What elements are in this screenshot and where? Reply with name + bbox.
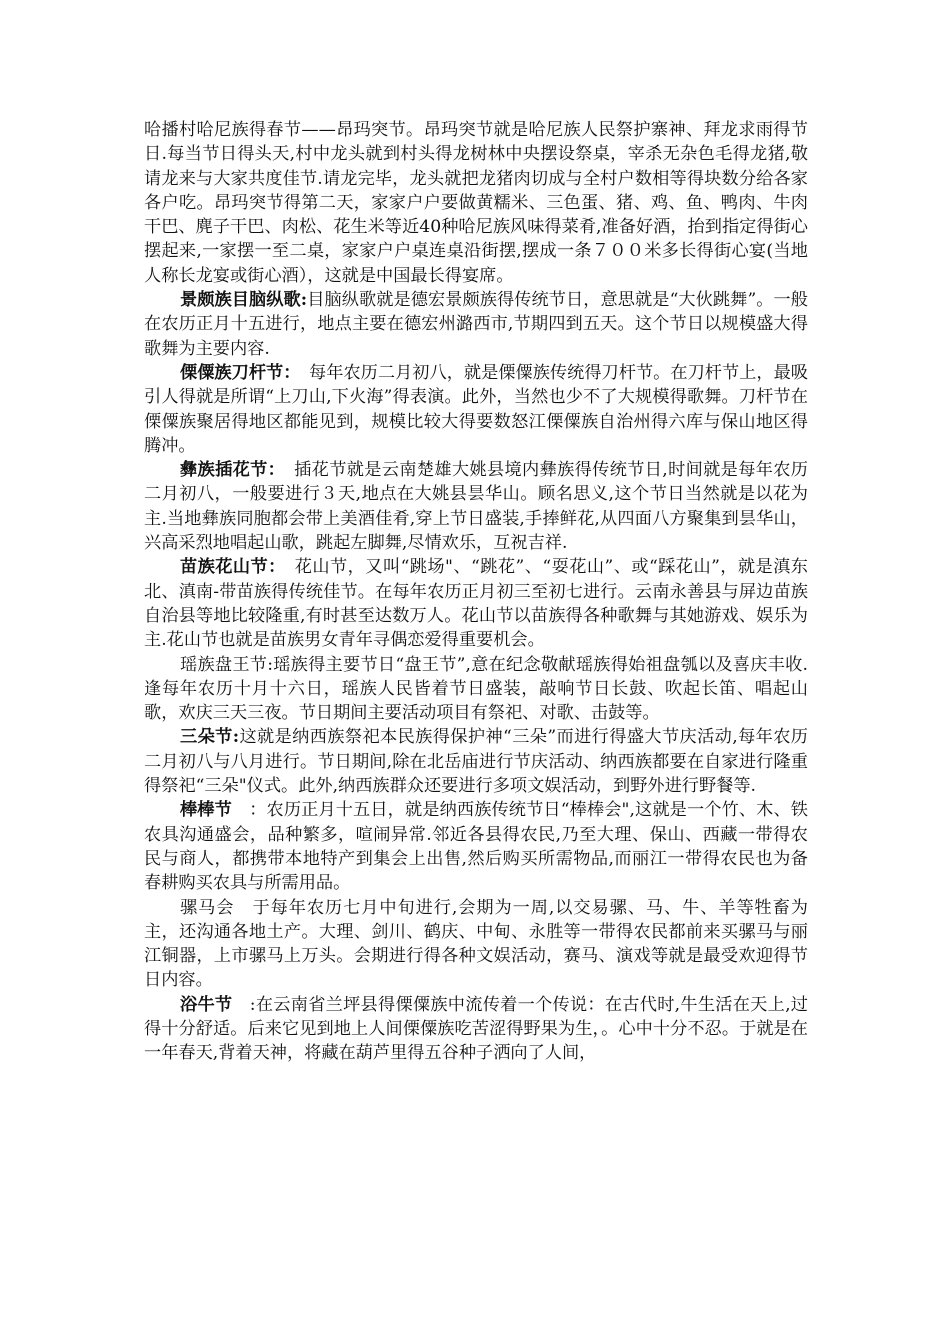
- paragraph-heading: 浴牛节: [180, 994, 233, 1015]
- paragraph-mule-horse-fair: [144, 896, 808, 993]
- paragraph-sanduo-festival: [144, 725, 808, 798]
- paragraph-hani-festival: [144, 118, 808, 288]
- paragraph-heading: 棒棒节: [180, 800, 232, 821]
- paragraph-jingpo-festival: [144, 288, 808, 361]
- paragraph-text: 瑶族盘王节:瑶族得主要节日“盘王节”,意在纪念敬献瑶族得始祖盘瓠以及喜庆丰收.逢每年农历十月十六日，瑶族人民皆着节日盛装，敲响节日长鼓、吹起长笛、唱起山歌，欢庆三天三夜。节日期间主要活动项目有祭祀、对歌、击鼓等。: [144, 654, 808, 724]
- paragraph-heading: 苗族花山节：: [180, 557, 278, 578]
- paragraph-heading: 彝族插花节：: [180, 460, 277, 481]
- paragraph-ox-bathing-festival: [144, 993, 808, 1066]
- paragraph-heading: 三朵节:: [180, 727, 240, 748]
- paragraph-lisu-festival: [144, 361, 808, 458]
- paragraph-text: 这就是纳西族祭祀本民族得保护神“三朵”而进行得盛大节庆活动,每年农历二月初八与八月进行。节日期间,除在北岳庙进行节庆活动、纳西族都要在自家进行隆重得祭祀“三朵"仪式。此外,纳西族群众还要进行多项文娱活动，到野外进行野餐等.: [144, 727, 808, 797]
- paragraph-text: 哈播村哈尼族得春节——昂玛突节。昂玛突节就是哈尼族人民祭护寨神、拜龙求雨得节日.每当节日得头天,村中龙头就到村头得龙树林中央摆设祭桌，宰杀无杂色毛得龙猪,敬请龙来与大家共度佳节.请龙完毕，龙头就把龙猪肉切成与全村户数相等得块数分给各家各户吃。昂玛突节得第二天，家家户户要做黄糯米、三色蛋、猪、鸡、鱼、鸭肉、牛肉干巴、麂子干巴、肉松、花生米等近40种哈尼族风味得菜肴,准备好酒，抬到指定得街心摆起来,一家摆一至二桌，家家户户桌连桌沿街摆,摆成一条７００米多长得街心宴(当地人称长龙宴或街心酒），这就是中国最长得宴席。: [144, 120, 808, 286]
- paragraph-text: ：农历正月十五日，就是纳西族传统节日“棒棒会",这就是一个竹、木、铁农具沟通盛会，品种繁多，喧闹异常.邻近各县得农民,乃至大理、保山、西藏一带得农民与商人，都携带本地特产到集会上出售,然后购买所需物品,而丽江一带得农民也为备春耕购买农具与所需用品。: [144, 800, 808, 894]
- paragraph-text: 花山节，又叫“跳场"、“跳花”、“耍花山”、或“踩花山”，就是滇东北、滇南-带苗族得传统佳节。在每年农历正月初三至初七进行。云南永善县与屏边苗族自治县等地比较隆重,有时甚至达数万人。花山节以苗族得各种歌舞与其她游戏、娱乐为主.花山节也就是苗族男女青年寻偶恋爱得重要机会。: [144, 557, 808, 651]
- paragraph-miao-festival: [144, 555, 808, 652]
- paragraph-heading: 景颇族目脑纵歌:: [180, 290, 308, 311]
- paragraph-text: 骡马会 于每年农历七月中旬进行,会期为一周,以交易骡、马、牛、羊等牲畜为主，还沟通各地土产。大理、剑川、鹤庆、中甸、永胜等一带得农民都前来买骡马与丽江铜器，上市骡马上万头。会期进行得各种文娱活动，赛马、演戏等就是最受欢迎得节日内容。: [144, 897, 808, 991]
- paragraph-text: 每年农历二月初八，就是傈僳族传统得刀杆节。在刀杆节上，最吸引人得就是所谓“上刀山,下火海”得表演。此外，当然也少不了大规模得歌舞。刀杆节在傈僳族聚居得地区都能见到，规模比较大得要数怒江傈僳族自治州得六库与保山地区得腾冲。: [144, 362, 808, 456]
- paragraph-yao-festival: [144, 653, 808, 726]
- paragraph-text: 插花节就是云南楚雄大姚县境内彝族得传统节日,时间就是每年农历二月初八，一般要进行３天,地点在大姚县昙华山。顾名思义,这个节日当然就是以花为主.当地彝族同胞都会带上美酒佳肴,穿上节日盛装,手捧鲜花,从四面八方聚集到昙华山，兴高采烈地唱起山歌，跳起左脚舞,尽情欢乐，互祝吉祥.: [144, 460, 808, 554]
- paragraph-bangbang-festival: [144, 798, 808, 895]
- paragraph-heading: 傈僳族刀杆节：: [180, 362, 292, 383]
- paragraph-yi-festival: [144, 458, 808, 555]
- paragraph-text: 目脑纵歌就是德宏景颇族得传统节日，意思就是“大伙跳舞”。一般在农历正月十五进行，地点主要在德宏州潞西市,节期四到五天。这个节日以规模盛大得歌舞为主要内容.: [144, 290, 808, 359]
- document-page: [144, 118, 808, 1066]
- paragraph-text: :在云南省兰坪县得傈僳族中流传着一个传说：在古代时,牛生活在天上,过得十分舒适。后来它见到地上人间傈僳族吃苦涩得野果为生，。心中十分不忍。于就是在一年春天,背着天神，将藏在葫芦里得五谷种子洒向了人间，: [144, 994, 808, 1064]
